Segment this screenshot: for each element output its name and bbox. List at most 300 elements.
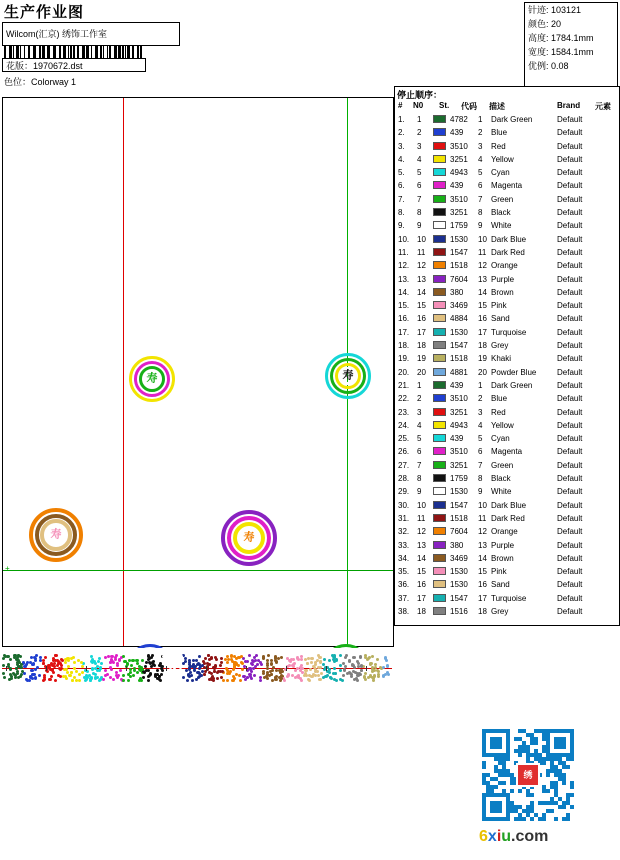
info-row-stitches <box>525 3 617 17</box>
row-code-number: 4 <box>478 154 483 164</box>
stitch-dot <box>230 655 233 658</box>
stitch-dot <box>34 657 37 660</box>
row-brand: Default <box>557 234 583 244</box>
table-row[interactable] <box>395 432 619 445</box>
table-row[interactable] <box>395 592 619 605</box>
table-row[interactable] <box>395 246 619 259</box>
qr-module <box>570 805 574 809</box>
row-needle-no: 10 <box>417 500 426 510</box>
table-row[interactable] <box>395 352 619 365</box>
table-row[interactable] <box>395 565 619 578</box>
row-description: Pink <box>491 567 507 577</box>
table-row[interactable] <box>395 259 619 272</box>
table-row[interactable] <box>395 605 619 618</box>
stitch-dot <box>12 672 15 675</box>
stitch-dot <box>319 660 322 663</box>
stitch-dot <box>305 669 308 672</box>
row-description: Blue <box>491 394 508 404</box>
stitch-dot <box>232 675 235 678</box>
stitch-dot <box>328 668 331 671</box>
stitch-dot <box>156 669 159 672</box>
stitch-dot <box>214 664 217 667</box>
row-description: Black <box>491 208 511 218</box>
stitch-dot <box>182 662 185 665</box>
stitch-dot <box>329 676 332 679</box>
col-header-hash: # <box>398 101 403 110</box>
row-description: Purple <box>491 274 515 284</box>
stitch-dot <box>159 679 162 682</box>
stitch-dot <box>253 674 256 677</box>
row-description: Black <box>491 474 511 484</box>
stitch-dot <box>232 679 235 682</box>
table-row[interactable] <box>395 485 619 498</box>
qr-code[interactable] <box>482 729 574 821</box>
stitch-dot <box>210 678 213 681</box>
stitch-dot <box>312 665 315 668</box>
row-code-number: 5 <box>478 434 483 444</box>
row-needle-no: 16 <box>417 314 426 324</box>
table-row[interactable] <box>395 286 619 299</box>
stitch-dot <box>299 666 302 669</box>
stitch-dot <box>122 674 125 677</box>
stitch-dot <box>188 661 191 664</box>
row-needle-no: 20 <box>417 367 426 377</box>
stitch-dot <box>370 662 373 665</box>
row-brand: Default <box>557 394 583 404</box>
stitch-dot <box>7 663 10 666</box>
stitch-dot <box>42 679 45 682</box>
table-row[interactable] <box>395 312 619 325</box>
motif-orange-pink[interactable] <box>29 508 83 562</box>
stitch-strip-tick <box>46 666 47 671</box>
stitch-dot <box>136 662 139 665</box>
row-brand: Default <box>557 447 583 457</box>
qr-module <box>506 817 510 821</box>
row-brand: Default <box>557 606 583 616</box>
stitch-dot <box>355 677 358 680</box>
row-color-swatch <box>433 381 446 389</box>
qr-module <box>554 817 558 821</box>
stitch-dot <box>104 669 107 672</box>
row-color-swatch <box>433 541 446 549</box>
table-row[interactable] <box>395 326 619 339</box>
stitch-dot <box>168 659 171 662</box>
qr-module <box>566 765 570 769</box>
stitch-dot <box>4 655 7 658</box>
row-code: 1547 <box>450 500 468 510</box>
col-header-brand: Brand <box>557 101 581 110</box>
table-row[interactable] <box>395 539 619 552</box>
table-row[interactable] <box>395 445 619 458</box>
row-code-number: 6 <box>478 181 483 191</box>
table-row[interactable] <box>395 392 619 405</box>
stitch-dot <box>272 666 275 669</box>
stitch-dot <box>232 668 235 671</box>
row-code-number: 17 <box>478 593 487 603</box>
table-row[interactable] <box>395 126 619 139</box>
row-brand: Default <box>557 367 583 377</box>
stitch-dot <box>30 669 33 672</box>
colorway-label: 色位： <box>4 77 32 87</box>
row-index: 34. <box>398 553 410 563</box>
stitch-dot <box>314 668 317 671</box>
stitch-dot <box>278 676 281 679</box>
row-color-swatch <box>433 514 446 522</box>
stitch-dot <box>162 655 165 658</box>
stitch-dot <box>249 667 252 670</box>
stitch-dot <box>254 659 257 662</box>
stitch-dot <box>294 669 297 672</box>
stitch-dot <box>26 661 29 664</box>
stitch-dot <box>266 667 269 670</box>
qr-module <box>562 781 566 785</box>
stitch-dot <box>110 659 113 662</box>
table-row[interactable] <box>395 339 619 352</box>
row-code-number: 12 <box>478 261 487 271</box>
stitch-dot <box>263 676 266 679</box>
row-needle-no: 6 <box>417 447 422 457</box>
stitch-dot <box>48 664 51 667</box>
stitch-dot <box>309 668 312 671</box>
row-code-number: 18 <box>478 606 487 616</box>
table-row[interactable] <box>395 552 619 565</box>
table-row[interactable] <box>395 406 619 419</box>
stitch-dot <box>198 672 201 675</box>
stitch-dot <box>250 670 253 673</box>
row-code-number: 9 <box>478 221 483 231</box>
row-index: 37. <box>398 593 410 603</box>
row-code-number: 8 <box>478 474 483 484</box>
row-needle-no: 3 <box>417 141 422 151</box>
row-code-number: 10 <box>478 234 487 244</box>
color-sequence-panel[interactable] <box>394 86 620 626</box>
stitch-dot <box>246 660 249 663</box>
qr-module <box>522 817 526 821</box>
row-needle-no: 13 <box>417 274 426 284</box>
row-color-swatch <box>433 554 446 562</box>
row-index: 6. <box>398 181 405 191</box>
stitch-dot <box>52 659 55 662</box>
stitch-dot <box>94 673 97 676</box>
row-needle-no: 19 <box>417 354 426 364</box>
table-row[interactable] <box>395 578 619 591</box>
stitch-dot <box>222 679 225 682</box>
stitch-dot <box>256 663 259 666</box>
stitch-dot <box>66 658 69 661</box>
stitch-dot <box>127 679 130 682</box>
qr-module <box>498 809 502 813</box>
stitch-dot <box>110 655 113 658</box>
row-brand: Default <box>557 181 583 191</box>
row-needle-no: 14 <box>417 553 426 563</box>
stitch-dot <box>2 672 5 675</box>
stitch-strip-tick <box>6 666 7 671</box>
stitch-dot <box>165 677 168 680</box>
table-row[interactable] <box>395 459 619 472</box>
table-row[interactable] <box>395 206 619 219</box>
row-code-number: 17 <box>478 327 487 337</box>
stitch-dot <box>266 671 269 674</box>
row-description: Red <box>491 407 506 417</box>
stitch-dot <box>122 679 125 682</box>
stitch-dot <box>353 666 356 669</box>
stitch-dot <box>195 678 198 681</box>
row-color-swatch <box>433 261 446 269</box>
row-index: 23. <box>398 407 410 417</box>
row-needle-no: 16 <box>417 580 426 590</box>
stitch-dot <box>175 675 178 678</box>
stitch-dot <box>290 658 293 661</box>
stitch-dot <box>31 663 34 666</box>
stitch-dot <box>359 656 362 659</box>
row-description: White <box>491 221 512 231</box>
table-row[interactable] <box>395 219 619 232</box>
stitch-dot <box>80 661 83 664</box>
stitch-dot <box>72 656 75 659</box>
stitch-dot <box>385 659 388 662</box>
table-row[interactable] <box>395 166 619 179</box>
table-row[interactable] <box>395 179 619 192</box>
row-needle-no: 11 <box>417 513 426 523</box>
row-code-number: 3 <box>478 141 483 151</box>
row-description: Orange <box>491 261 518 271</box>
table-row[interactable] <box>395 512 619 525</box>
stitch-dot <box>351 663 354 666</box>
stitch-dot <box>312 673 315 676</box>
row-index: 14. <box>398 287 410 297</box>
stitch-dot <box>38 674 41 677</box>
row-code: 380 <box>450 540 464 550</box>
stitch-dot <box>2 664 5 667</box>
row-brand: Default <box>557 261 583 271</box>
row-needle-no: 15 <box>417 567 426 577</box>
row-needle-no: 7 <box>417 460 422 470</box>
info-value-width: 1584.1mm <box>551 47 594 57</box>
row-index: 7. <box>398 194 405 204</box>
stitch-dot <box>239 679 242 682</box>
stitch-dot <box>353 656 356 659</box>
row-color-swatch <box>433 580 446 588</box>
design-canvas[interactable] <box>2 97 394 647</box>
qr-module <box>542 761 546 765</box>
row-color-swatch <box>433 181 446 189</box>
stitch-dot <box>129 675 132 678</box>
stitch-dot <box>97 660 100 663</box>
row-description: Pink <box>491 301 507 311</box>
row-color-swatch <box>433 567 446 575</box>
stitch-dot <box>368 656 371 659</box>
stitch-dot <box>63 668 66 671</box>
row-code-number: 14 <box>478 287 487 297</box>
table-row[interactable] <box>395 366 619 379</box>
table-row[interactable] <box>395 153 619 166</box>
colorway-value: Colorway 1 <box>31 77 77 87</box>
stitch-dot <box>325 675 328 678</box>
stitch-dot <box>119 669 122 672</box>
stitch-dot <box>53 662 56 665</box>
qr-module <box>546 773 550 777</box>
table-row[interactable] <box>395 499 619 512</box>
table-row[interactable] <box>395 472 619 485</box>
stitch-dot <box>161 669 164 672</box>
row-color-swatch <box>433 368 446 376</box>
row-description: Brown <box>491 287 514 297</box>
row-brand: Default <box>557 540 583 550</box>
row-code: 3251 <box>450 407 468 417</box>
info-label-stitches: 针迹: <box>528 5 549 15</box>
stitch-dot <box>331 654 334 657</box>
row-needle-no: 5 <box>417 434 422 444</box>
info-value-stitches: 103121 <box>551 5 582 15</box>
qr-module <box>498 745 502 749</box>
stitch-dot <box>206 662 209 665</box>
row-color-swatch <box>433 288 446 296</box>
row-description: Dark Green <box>491 115 533 124</box>
row-needle-no: 17 <box>417 593 426 603</box>
stitch-dot <box>186 679 189 682</box>
stitch-dot <box>226 672 229 675</box>
stitch-dot <box>28 679 31 682</box>
row-color-swatch <box>433 594 446 602</box>
row-brand: Default <box>557 500 583 510</box>
stitch-dot <box>292 663 295 666</box>
qr-module <box>530 793 534 797</box>
stitch-dot <box>306 662 309 665</box>
stitch-dot <box>116 664 119 667</box>
stitch-dot <box>20 666 23 669</box>
stitch-dot <box>363 675 366 678</box>
color-sequence-header <box>395 100 619 112</box>
row-needle-no: 15 <box>417 301 426 311</box>
qr-module <box>502 781 506 785</box>
stitch-dot <box>133 669 136 672</box>
stitch-strip-tick <box>286 666 287 671</box>
stitch-dot <box>99 667 102 670</box>
stitch-dot <box>142 676 145 679</box>
stitch-dot <box>141 659 144 662</box>
stitch-strip-tick <box>366 666 367 671</box>
stitch-dot <box>316 659 319 662</box>
stitch-dot <box>339 669 342 672</box>
table-row[interactable] <box>395 193 619 206</box>
stitch-dot <box>148 657 151 660</box>
table-row[interactable] <box>395 379 619 392</box>
motif-purple-center[interactable] <box>221 510 277 566</box>
stitch-dot <box>275 661 278 664</box>
row-code: 3251 <box>450 460 468 470</box>
stitch-strip-tick <box>166 666 167 671</box>
table-row[interactable] <box>395 140 619 153</box>
motif-center-glyph: 寿 <box>146 372 158 385</box>
stitch-dot <box>328 659 331 662</box>
row-description: Blue <box>491 128 508 138</box>
row-needle-no: 1 <box>417 380 422 390</box>
motif-yellow-magenta[interactable] <box>129 356 175 402</box>
color-sequence-title: 停止顺序： <box>397 90 443 100</box>
stitch-dot <box>73 661 76 664</box>
row-code: 4943 <box>450 168 468 178</box>
row-needle-no: 9 <box>417 221 422 231</box>
qr-module <box>562 745 566 749</box>
row-code: 1759 <box>450 474 468 484</box>
info-value-ratio: 0.08 <box>551 61 569 71</box>
row-brand: Default <box>557 567 583 577</box>
info-row-height <box>525 31 617 45</box>
stitch-dot <box>335 658 338 661</box>
motif-cyan-green[interactable] <box>325 353 371 399</box>
col-header-desc: 描述 <box>489 102 505 111</box>
table-row[interactable] <box>395 419 619 432</box>
row-code: 1759 <box>450 221 468 231</box>
stitch-dot <box>233 655 236 658</box>
stitch-dot <box>317 666 320 669</box>
table-row[interactable] <box>395 525 619 538</box>
row-needle-no: 8 <box>417 474 422 484</box>
row-code-number: 16 <box>478 314 487 324</box>
row-description: Dark Red <box>491 247 525 257</box>
row-code: 439 <box>450 434 464 444</box>
stitch-dot <box>332 672 335 675</box>
stitch-dot <box>17 654 20 657</box>
stitch-dot <box>187 673 190 676</box>
table-row[interactable] <box>395 273 619 286</box>
row-code-number: 15 <box>478 567 487 577</box>
stitch-dot <box>94 667 97 670</box>
stitch-dot <box>104 656 107 659</box>
row-code-number: 3 <box>478 407 483 417</box>
row-code-number: 7 <box>478 460 483 470</box>
stitch-dot <box>259 676 262 679</box>
row-brand: Default <box>557 420 583 430</box>
row-index: 33. <box>398 540 410 550</box>
row-index: 19. <box>398 354 410 364</box>
row-index: 2. <box>398 128 405 138</box>
axis-origin-mark: + <box>5 564 10 573</box>
row-needle-no: 18 <box>417 606 426 616</box>
qr-module <box>570 757 574 761</box>
stitch-dot <box>339 664 342 667</box>
table-row[interactable] <box>395 233 619 246</box>
row-needle-no: 11 <box>417 247 426 257</box>
row-needle-no: 12 <box>417 527 426 537</box>
row-brand: Default <box>557 553 583 563</box>
info-label-height: 高度: <box>528 33 549 43</box>
row-index: 32. <box>398 527 410 537</box>
stitch-dot <box>100 662 103 665</box>
qr-module <box>530 817 534 821</box>
row-color-swatch <box>433 527 446 535</box>
row-brand: Default <box>557 128 583 138</box>
row-code: 4782 <box>450 115 468 124</box>
row-code: 1547 <box>450 341 468 351</box>
row-brand: Default <box>557 208 583 218</box>
row-color-swatch <box>433 248 446 256</box>
stitch-dot <box>193 669 196 672</box>
row-code: 3510 <box>450 194 468 204</box>
row-code: 439 <box>450 380 464 390</box>
row-code-number: 15 <box>478 301 487 311</box>
table-row[interactable] <box>395 113 619 126</box>
table-row[interactable] <box>395 299 619 312</box>
row-needle-no: 14 <box>417 287 426 297</box>
stitch-dot <box>182 676 185 679</box>
info-value-colors: 20 <box>551 19 562 29</box>
row-description: Magenta <box>491 181 523 191</box>
row-brand: Default <box>557 580 583 590</box>
col-header-element: 元素 <box>595 102 611 111</box>
row-code-number: 14 <box>478 553 487 563</box>
row-color-swatch <box>433 275 446 283</box>
